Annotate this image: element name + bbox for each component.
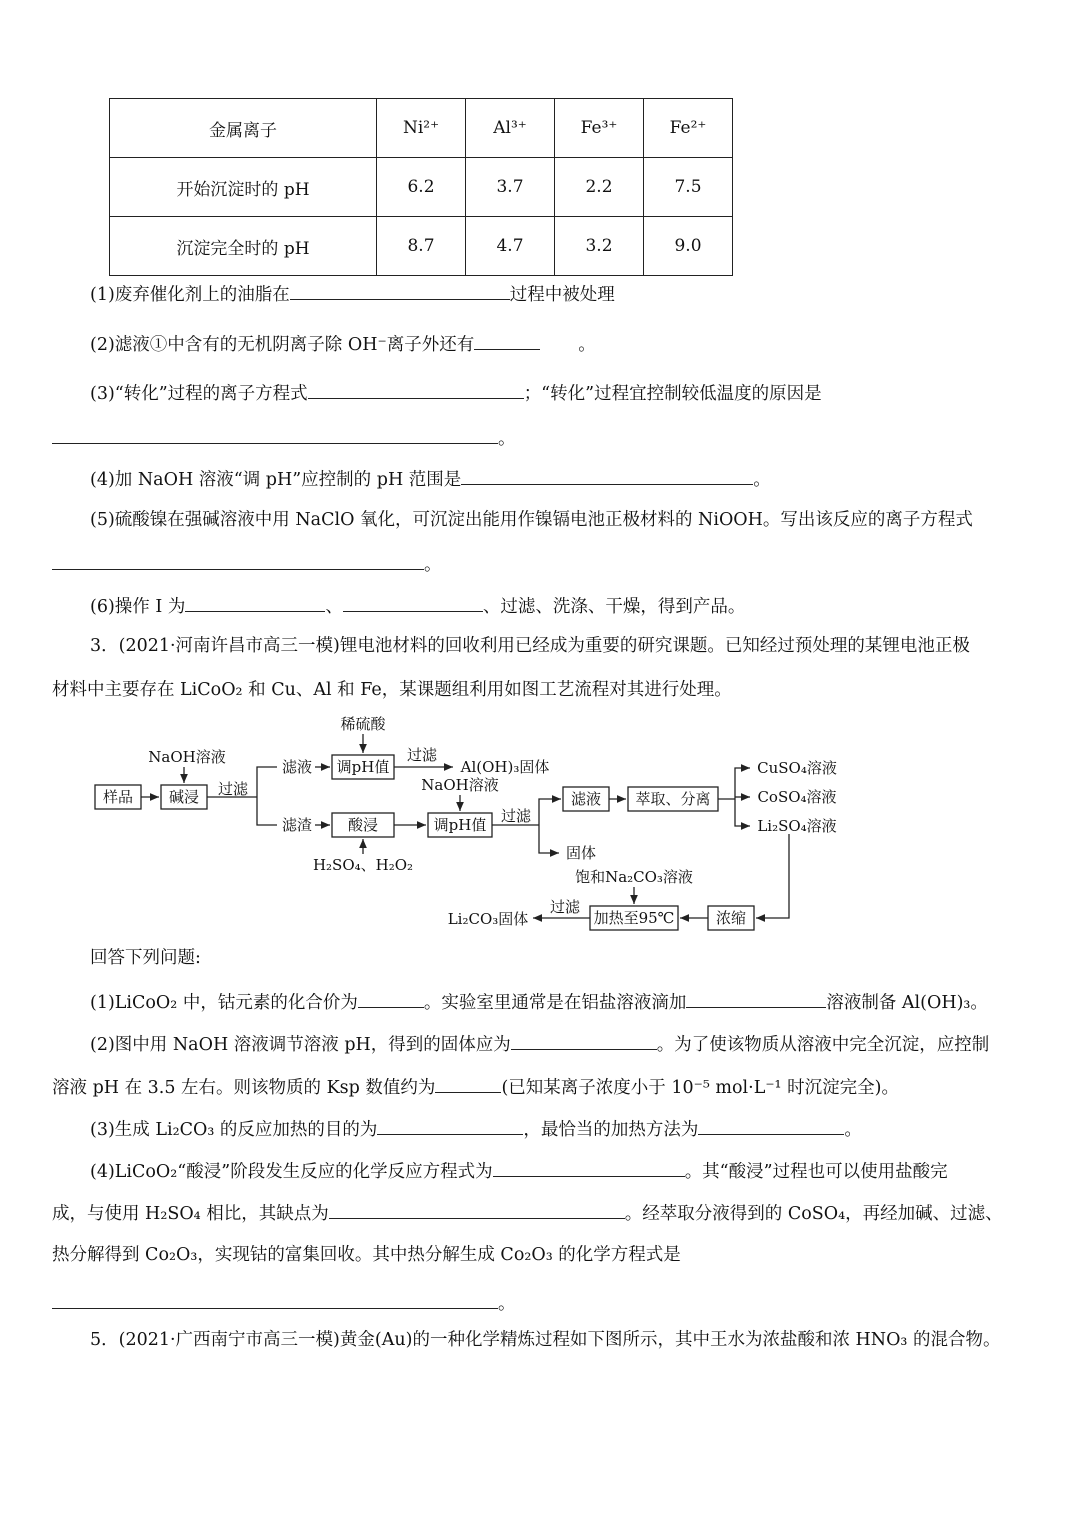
answer-blank[interactable] [329, 1200, 625, 1219]
label-li2co3: Li₂CO₃固体 [447, 910, 529, 928]
table-cell: 3.2 [555, 217, 644, 276]
label-li2so4: Li₂SO₄溶液 [757, 817, 837, 835]
question-text: 。实验室里通常是在铝盐溶液滴加 [423, 993, 687, 1013]
question-text: (3)生成 Li₂CO₃ 的反应加热的目的为 [90, 1120, 378, 1140]
table-cell: 3.7 [466, 158, 555, 217]
question-text: ，最恰当的加热方法为 [523, 1120, 699, 1140]
answer-blank[interactable] [308, 380, 524, 399]
table-cell: 8.7 [377, 217, 466, 276]
connector [257, 797, 277, 825]
table-header-cell: Al³⁺ [466, 99, 555, 158]
table-cell: 9.0 [644, 217, 733, 276]
label-cuso4: CuSO₄溶液 [757, 759, 837, 777]
answer-blank[interactable] [290, 281, 510, 300]
question-2 [90, 331, 596, 357]
question-text: (1)废弃催化剂上的油脂在 [90, 285, 290, 305]
question-text: (5)硫酸镍在强碱溶液中用 NaClO 氧化，可沉淀出能用作镍镉电池正极材料的 NiOOH。写出该反应的离子方程式 [90, 510, 973, 530]
label-acid-leach: 酸浸 [347, 816, 379, 834]
question-text: 、过滤、洗涤、干燥，得到产品。 [482, 597, 746, 617]
table-header-row [110, 99, 733, 158]
answer-blank[interactable] [358, 989, 424, 1008]
question-text: (已知某离子浓度小于 10⁻⁵ mol·L⁻¹ 时沉淀完全)。 [501, 1078, 899, 1098]
label-filtrate-2: 滤液 [570, 790, 602, 808]
label-dilute-acid: 稀硫酸 [340, 715, 386, 733]
p3-question-3 [90, 1116, 862, 1142]
label-extraction: 萃取、分离 [635, 790, 711, 808]
label-residue: 滤渣 [281, 816, 313, 834]
table-cell: 4.7 [466, 217, 555, 276]
row-label: 沉淀完全时的 pH [110, 217, 377, 276]
question-text: 。 [498, 429, 516, 449]
question-5-cont [52, 551, 442, 577]
question-text: 、 [325, 597, 343, 617]
label-filter-4: 过滤 [549, 898, 581, 916]
p3-question-2-cont [52, 1074, 899, 1100]
label-sample: 样品 [102, 788, 134, 806]
question-text: (3)“转化”过程的离子方程式 [90, 384, 308, 404]
answer-blank[interactable] [474, 331, 540, 350]
question-text: 。 [424, 555, 442, 575]
question-text: (6)操作 I 为 [90, 597, 186, 617]
question-text: (4)LiCoO₂“酸浸”阶段发生反应的化学反应方程式为 [90, 1162, 493, 1182]
problem-3-line2: 材料中主要存在 LiCoO₂ 和 Cu、Al 和 Fe，某课题组利用如图工艺流程对其进行处理。 [52, 680, 732, 700]
p3-question-2 [90, 1031, 989, 1057]
answer-blank[interactable] [185, 593, 325, 612]
answer-blank[interactable] [461, 466, 753, 485]
p3-question-4-cont [52, 1200, 1003, 1226]
question-5 [90, 508, 973, 532]
label-na2co3: 饱和Na₂CO₃溶液 [575, 868, 693, 886]
table-row [110, 217, 733, 276]
table-cell: 7.5 [644, 158, 733, 217]
answer-prompt: 回答下列问题: [90, 948, 201, 968]
question-6 [90, 593, 745, 619]
ion-ph-table [109, 98, 733, 276]
label-coso4: CoSO₄溶液 [757, 788, 837, 806]
question-text: (2)图中用 NaOH 溶液调节溶液 pH，得到的固体应为 [90, 1035, 511, 1055]
table-row [110, 158, 733, 217]
question-text: 。 [578, 335, 596, 355]
label-reagents: H₂SO₄、H₂O₂ [312, 856, 414, 874]
table-header-cell: Fe²⁺ [644, 99, 733, 158]
label-adjust-ph-2: 调pH值 [433, 816, 487, 834]
question-4 [90, 466, 771, 492]
problem-5: 5．(2021·广西南宁市高三一模)黄金(Au)的一种化学精炼过程如下图所示，其中王水为浓盐酸和浓 HNO₃ 的混合物。 [90, 1330, 1001, 1350]
question-text: 过程中被处理 [509, 285, 615, 305]
label-filter-2: 过滤 [406, 746, 438, 764]
answer-blank[interactable] [52, 1290, 498, 1309]
answer-blank[interactable] [343, 593, 483, 612]
question-text: ；“转化”过程宜控制较低温度的原因是 [523, 384, 822, 404]
answer-blank[interactable] [698, 1116, 844, 1135]
p3-question-1 [90, 989, 988, 1015]
question-text: (1)LiCoO₂ 中，钴元素的化合价为 [90, 993, 358, 1013]
label-alkali-leach: 碱浸 [168, 788, 200, 806]
question-3 [90, 380, 822, 406]
label-adjust-ph-1: 调pH值 [336, 758, 390, 776]
connector [257, 767, 277, 797]
label-solid: 固体 [565, 844, 597, 862]
answer-blank[interactable] [511, 1031, 657, 1050]
label-filtrate-1: 滤液 [281, 758, 313, 776]
table-header-cell: Fe³⁺ [555, 99, 644, 158]
question-text: 。 [498, 1294, 516, 1314]
answer-blank[interactable] [493, 1158, 685, 1177]
question-text: (4)加 NaOH 溶液“调 pH”应控制的 pH 范围是 [90, 470, 462, 490]
label-heat: 加热至95℃ [593, 909, 675, 927]
label-aloh3: Al(OH)₃固体 [460, 758, 550, 776]
question-3-cont [52, 425, 516, 451]
label-concentrate: 浓缩 [715, 909, 747, 927]
question-text: 溶液制备 Al(OH)₃。 [826, 993, 988, 1013]
arrow [756, 834, 789, 918]
table-header-cell: Ni²⁺ [377, 99, 466, 158]
row-label: 开始沉淀时的 pH [110, 158, 377, 217]
p3-question-4-cont2: 热分解得到 Co₂O₃，实现钴的富集回收。其中热分解生成 Co₂O₃ 的化学方程式是 [52, 1245, 681, 1265]
label-naoh-2: NaOH溶液 [421, 776, 499, 794]
problem-3-line1: 3．(2021·河南许昌市高三一模)锂电池材料的回收利用已经成为重要的研究课题。已知经过预处理的某锂电池正极 [90, 636, 970, 656]
arrow [539, 825, 559, 853]
table-cell: 2.2 [555, 158, 644, 217]
p3-question-4-cont3 [52, 1290, 516, 1316]
arrow [735, 768, 750, 799]
question-1 [90, 281, 615, 307]
label-naoh-1: NaOH溶液 [148, 748, 226, 766]
question-text: 。 [753, 470, 771, 490]
table-cell: 6.2 [377, 158, 466, 217]
question-text: 成，与使用 H₂SO₄ 相比，其缺点为 [52, 1204, 329, 1224]
answer-blank[interactable] [52, 425, 498, 444]
question-text: 溶液 pH 在 3.5 左右。则该物质的 Ksp 数值约为 [52, 1078, 436, 1098]
p3-question-4 [90, 1158, 948, 1184]
label-filter-3: 过滤 [500, 807, 532, 825]
question-text: 。为了使该物质从溶液中完全沉淀，应控制 [656, 1035, 990, 1055]
table-header-cell: 金属离子 [110, 99, 377, 158]
answer-blank[interactable] [686, 989, 826, 1008]
question-text: 。 [844, 1120, 862, 1140]
question-text: (2)滤液①中含有的无机阴离子除 OH⁻离子外还有 [90, 335, 475, 355]
arrow [539, 799, 561, 825]
arrow [735, 799, 750, 826]
answer-blank[interactable] [435, 1074, 501, 1093]
label-filter-1: 过滤 [217, 780, 249, 798]
answer-blank[interactable] [377, 1116, 523, 1135]
process-flow-diagram [85, 712, 875, 934]
answer-blank[interactable] [52, 551, 424, 570]
question-text: 。其“酸浸”过程也可以使用盐酸完 [684, 1162, 948, 1182]
question-text: 。经萃取分液得到的 CoSO₄，再经加碱、过滤、 [624, 1204, 1003, 1224]
